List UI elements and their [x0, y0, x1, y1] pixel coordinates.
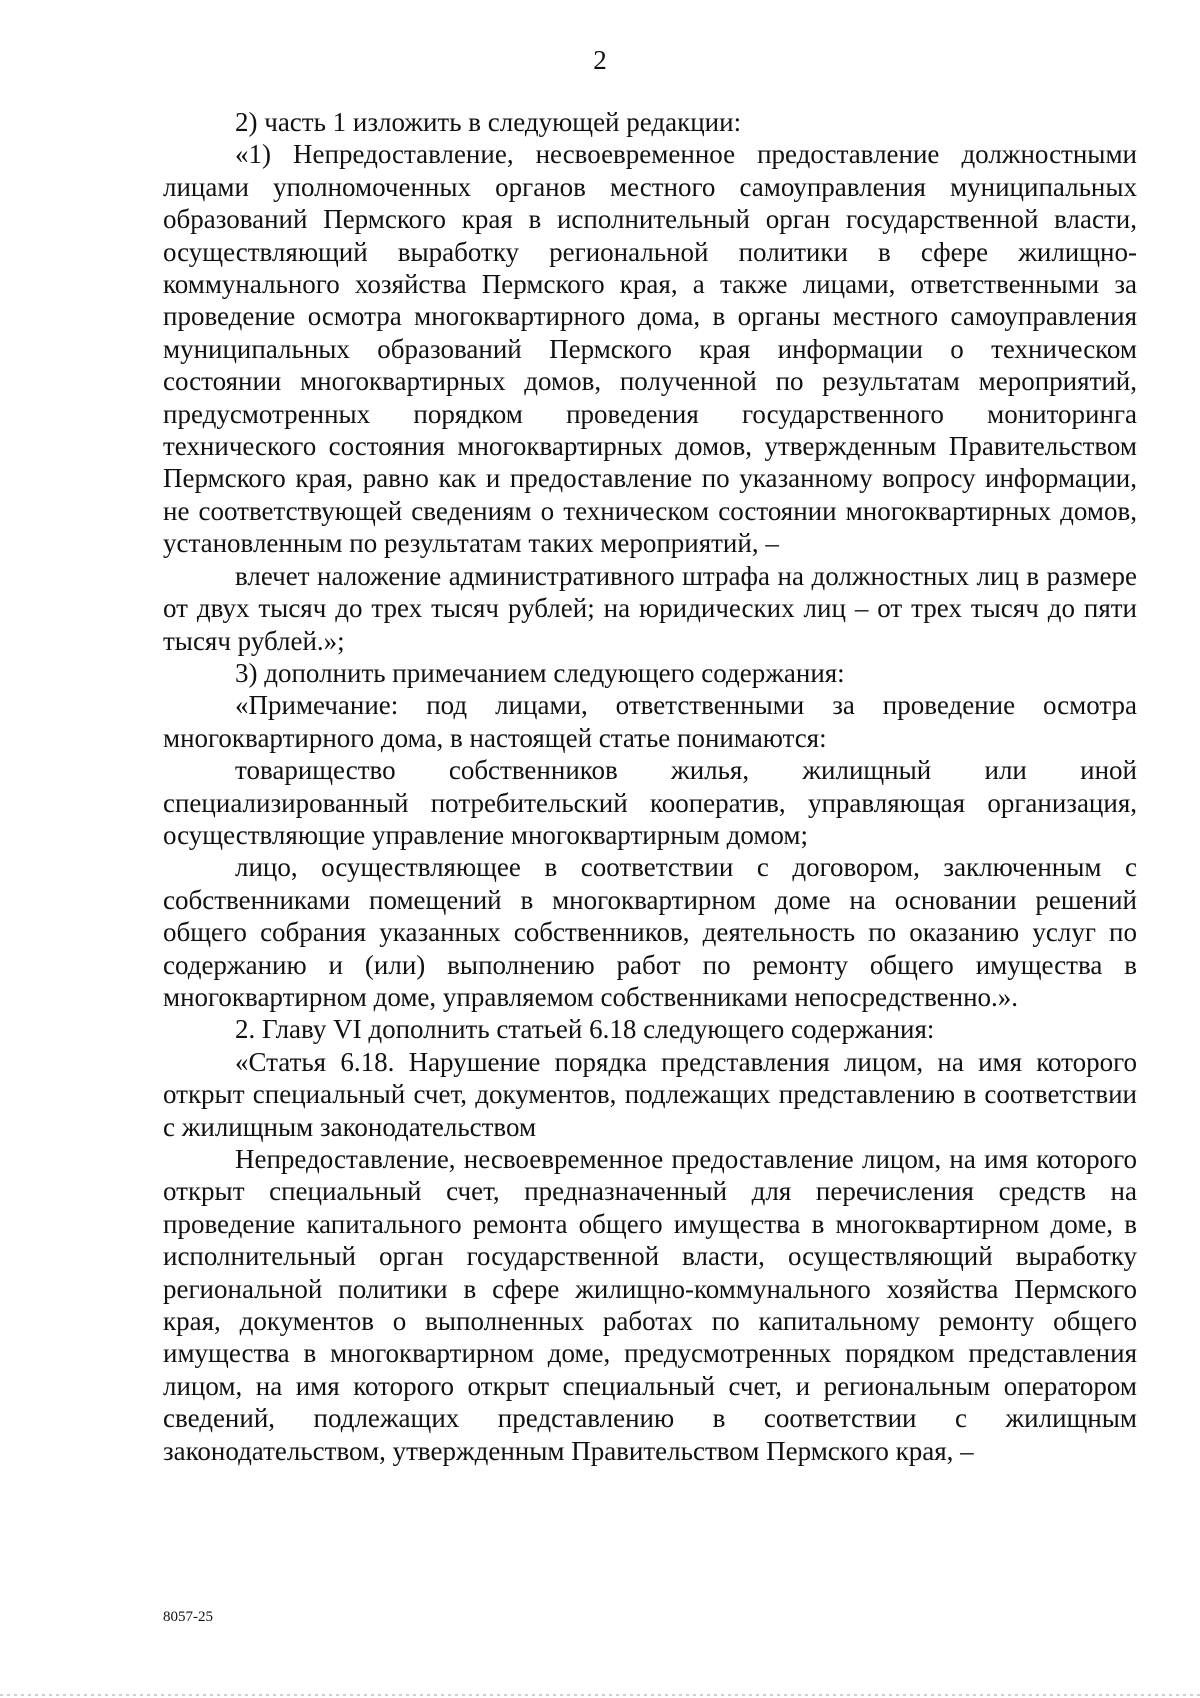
paragraph-note: «Примечание: под лицами, ответственными за проведение осмотра многоквартирного дома, в настоящей статье понимаются: — [163, 690, 1137, 753]
document-body — [163, 106, 1137, 1467]
paragraph-part-1-text: «1) Непредоставление, несвоевременное предоставление должностными лицами уполномоченных органов местного самоуправления муниципальных образований Пермского края в исполнительный орган государственной власти, осуществляющий выработку региональной политики в сфере жилищно-коммунального хозяйства Пермского края, а также лицами, ответственными за проведение осмотра многоквартирного дома, в органы местного самоуправления муниципальных образований Пермского края информации о техническом состоянии многоквартирных домов, полученной по результатам мероприятий, предусмотренных порядком проведения государственного мониторинга технического состояния многоквартирных домов, утвержденным Правительством Пермского края, равно как и предоставление по указанному вопросу информации, не соответствующей сведениям о техническом состоянии многоквартирных домов, установленным по результатам таких мероприятий, – — [163, 139, 1137, 559]
document-code: 8057-25 — [163, 1609, 213, 1625]
paragraph-item-3: 3) дополнить примечанием следующего содержания: — [235, 657, 845, 688]
paragraph-note-item-1: товарищество собственников жилья, жилищный или иной специализированный потребительский кооператив, управляющая организация, осуществляющие управление многоквартирным домом; — [163, 755, 1137, 850]
paragraph-note-item-2: лицо, осуществляющее в соответствии с договором, заключенным с собственниками помещений в многоквартирном доме на основании решений общего собрания указанных собственников, деятельность по оказанию услуг по содержанию и (или) выполнению работ по ремонту общего имущества в многоквартирном доме, управляемом собственниками непосредственно.». — [163, 852, 1137, 1012]
paragraph-chapter-vi: 2. Главу VI дополнить статьей 6.18 следующего содержания: — [235, 1014, 935, 1045]
scan-edge-line — [0, 1694, 1200, 1696]
paragraph-article-text: Непредоставление, несвоевременное предоставление лицом, на имя которого открыт специальный счет, предназначенный для перечисления средств на проведение капитального ремонта общего имущества в многоквартирном доме, в исполнительный орган государственной власти, осуществляющий выработку региональной политики в сфере жилищно-коммунального хозяйства Пермского края, документов о выполненных работах по капитальному ремонту общего имущества в многоквартирном доме, предусмотренных порядком представления лицом, на имя которого открыт специальный счет, и региональным оператором сведений, подлежащих представлению в соответствии с жилищным законодательством, утвержденным Правительством Пермского края, – — [163, 1144, 1137, 1466]
page-number: 2 — [593, 45, 607, 75]
paragraph-article-title: «Статья 6.18. Нарушение порядка представления лицом, на имя которого открыт специальный счет, документов, подлежащих представлению в соответствии с жилищным законодательством — [163, 1046, 1137, 1142]
paragraph-item-2: 2) часть 1 изложить в следующей редакции: — [235, 107, 742, 137]
paragraph-penalty: влечет наложение административного штрафа на должностных лиц в размере от двух тысяч до трех тысяч рублей; на юридических лиц – от трех тысяч до пяти тысяч рублей.»; — [163, 560, 1137, 656]
